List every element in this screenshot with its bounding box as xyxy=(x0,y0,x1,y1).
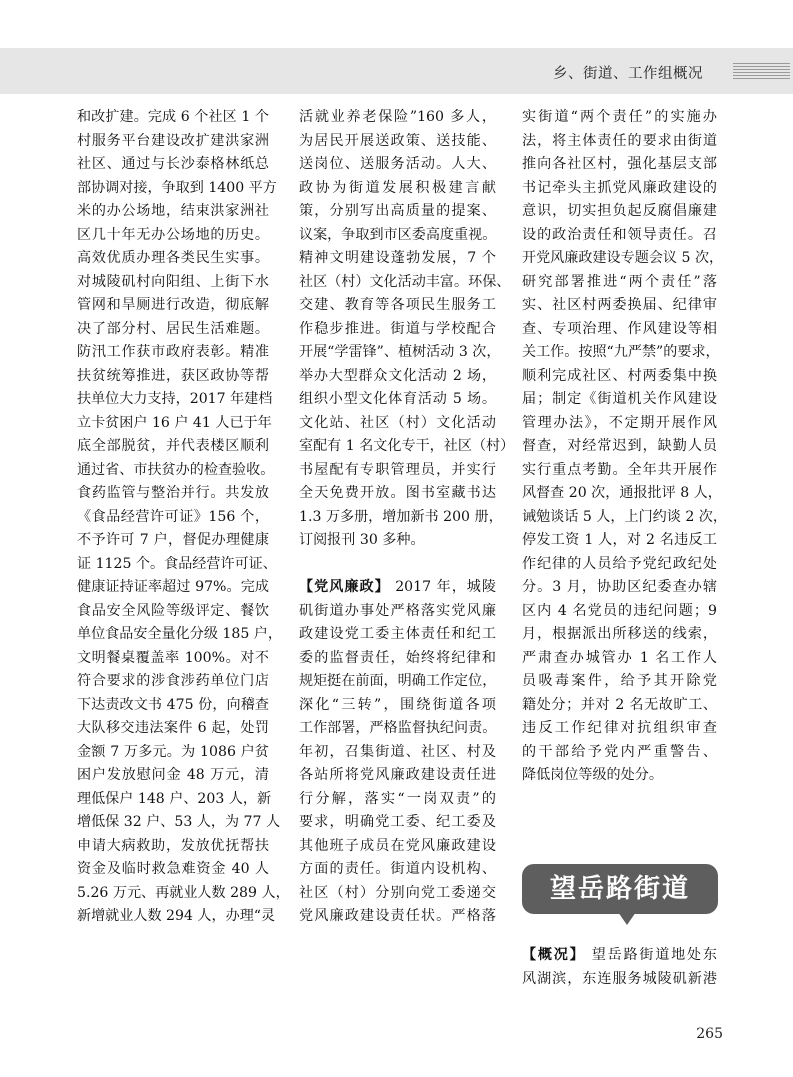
text-line: 举办大型群众文化活动 2 场， xyxy=(299,367,496,384)
text-line: 党风廉政建设责任状。严格落 xyxy=(299,908,496,924)
overview-first-line xyxy=(522,944,717,968)
text-line: 理低保户 148 户、203 人，新 xyxy=(77,790,272,807)
text-line: 为居民开展送政策、送技能、 xyxy=(299,132,496,149)
text-line: 工作部署，严格监督执纪问责。 xyxy=(299,720,497,736)
text-line: 精神文明建设蓬勃发展，7 个 xyxy=(299,250,496,266)
text-line: 村服务平台建设改扩建洪家洲 xyxy=(77,132,269,149)
text-line: 订阅报刊 30 多种。 xyxy=(299,532,425,548)
text-line: 关工作。按照“九严禁”的要求， xyxy=(522,344,720,360)
running-header xyxy=(0,48,793,94)
text-line: 行分解，落实“一岗双责”的 xyxy=(299,790,496,807)
text-line: 申请大病救助，发放优抚帮扶 xyxy=(77,837,269,854)
text-line: 各站所将党风廉政建设责任进 xyxy=(299,767,496,783)
text-line: 《食品经营许可证》156 个， xyxy=(77,508,269,525)
page-number: 265 xyxy=(696,1026,723,1042)
banner-title: 望岳路街道 xyxy=(522,864,718,914)
text-line: 设的政治责任和领导责任。召 xyxy=(522,226,717,243)
text-line: 政建设党工委主体责任和纪工 xyxy=(299,626,496,642)
text-line: 管理办法》，不定期开展作风 xyxy=(522,414,717,431)
text-line: 法，将主体责任的要求由街道 xyxy=(522,132,717,149)
text-line: 食药监管与整治并行。共发放 xyxy=(77,485,269,501)
text-line: 届；制定《街道机关作风建设 xyxy=(522,391,717,407)
text-line: 停发工资 1 人，对 2 名违反工 xyxy=(522,532,717,548)
text-line: 作稳步推进。街道与学校配合 xyxy=(299,320,496,337)
text-line: 降低岗位等级的处分。 xyxy=(522,767,663,783)
text-line: 推向各社区村，强化基层支部 xyxy=(522,156,717,172)
section-banner xyxy=(522,864,718,932)
header-title: 乡、街道、工作组概况 xyxy=(553,66,703,82)
text-line: 规矩挺在前面，明确工作定位， xyxy=(299,673,497,689)
text-line: 社区（村）分别向党工委递交 xyxy=(299,884,496,901)
text-line: 风督查 20 次，通报批评 8 人， xyxy=(522,485,722,501)
text-line: 书屋配有专职管理员，并实行 xyxy=(299,461,496,478)
text-line: 年初，召集街道、社区、村及 xyxy=(299,743,496,760)
text-line: 符合要求的涉食涉药单位门店 xyxy=(77,673,269,689)
text-line: 部协调对接，争取到 1400 平方 xyxy=(77,179,277,196)
text-line: 策，分别写出高质量的提案、 xyxy=(299,203,496,219)
text-line: 要求，明确党工委、纪工委及 xyxy=(299,814,496,830)
text-line: 健康证持证率超过 97%。完成 xyxy=(77,579,269,595)
text-line: 矶街道办事处严格落实党风廉 xyxy=(299,602,496,619)
text-line: 委的监督责任，始终将纪律和 xyxy=(299,649,496,666)
text-line: 5.26 万元、再就业人数 289 人， xyxy=(77,884,290,901)
overview-heading: 【概况】 xyxy=(522,947,586,963)
text-line: 实、社区村两委换届、纪律审 xyxy=(522,297,717,313)
text-line: 的干部给予党内严重警告、 xyxy=(522,743,717,760)
section-heading: 【党风廉政】 xyxy=(299,579,390,595)
text-line: 组织小型文化体育活动 5 场。 xyxy=(299,391,496,407)
text-line: 大队移交违法案件 6 起，处罚 xyxy=(77,720,269,736)
text-column-3-overview xyxy=(522,944,717,991)
text-line: 资金及临时救急难资金 40 人 xyxy=(77,861,269,877)
text-line: 下达责改文书 475 份，向稽查 xyxy=(77,696,269,713)
text-line: 室配有 1 名文化专干，社区（村） xyxy=(299,438,515,454)
text-line: 书记牵头主抓党风廉政建设的 xyxy=(522,179,717,196)
text-line: 防汛工作获市政府表彰。精准 xyxy=(77,344,269,360)
text-line: 文明餐桌覆盖率 100%。对不 xyxy=(77,649,269,666)
text-line: 其他班子成员在党风廉政建设 xyxy=(299,837,496,854)
text-line: 扶单位大力支持，2017 年建档 xyxy=(77,391,273,407)
section-first-text: 2017 年，城陵 xyxy=(389,579,497,595)
text-line: 食品安全风险等级评定、餐饮 xyxy=(77,602,269,619)
text-line: 决了部分村、居民生活难题。 xyxy=(77,320,269,337)
text-line: 研究部署推进“两个责任”落 xyxy=(522,273,717,290)
text-line: 开展“学雷锋”、植树活动 3 次， xyxy=(299,344,501,360)
text-line: 证 1125 个。食品经营许可证、 xyxy=(77,555,277,572)
text-line: 区内 4 名党员的违纪问题；9 xyxy=(522,602,717,619)
text-line: 分。3 月，协助区纪委查办辖 xyxy=(522,579,717,595)
text-line: 文化站、社区（村）文化活动 xyxy=(299,414,496,431)
text-line: 交建、教育等各项民生服务工 xyxy=(299,297,496,313)
text-line: 单位食品安全量化分级 185 户， xyxy=(77,626,282,642)
text-line: 管网和旱厕进行改造，彻底解 xyxy=(77,297,269,313)
text-line: 意识，切实担负起反腐倡廉建 xyxy=(522,203,717,219)
text-line: 督查，对经常迟到，缺勤人员 xyxy=(522,438,717,454)
text-line: 方面的责任。街道内设机构、 xyxy=(299,861,496,877)
text-line: 社区、通过与长沙泰格林纸总 xyxy=(77,156,269,172)
text-line: 作纪律的人员给予党纪政纪处 xyxy=(522,555,717,572)
text-line: 实街道“两个责任”的实施办 xyxy=(522,109,717,125)
section-first-line xyxy=(299,576,496,600)
paragraph-gap xyxy=(299,553,496,577)
text-line: 活就业养老保险”160 多人， xyxy=(299,109,496,125)
text-line: 送岗位、送服务活动。人大、 xyxy=(299,156,496,172)
text-line: 困户发放慰问金 48 万元，清 xyxy=(77,767,269,783)
text-column-2 xyxy=(299,106,515,929)
text-line: 不予许可 7 户，督促办理健康 xyxy=(77,532,269,548)
text-line: 和改扩建。完成 6 个社区 1 个 xyxy=(77,109,269,125)
text-line: 严肃查办城管办 1 名工作人 xyxy=(522,649,717,666)
overview-first-text: 望岳路街道地处东 xyxy=(585,947,718,963)
text-line: 员吸毒案件，给予其开除党 xyxy=(522,673,717,689)
text-line: 籍处分；并对 2 名无故旷工、 xyxy=(522,696,717,713)
text-line: 底全部脱贫，并代表楼区顺利 xyxy=(77,438,269,454)
header-stripes xyxy=(733,63,790,79)
text-line: 全天免费开放。图书室藏书达 xyxy=(299,485,496,501)
text-line: 通过省、市扶贫办的检查验收。 xyxy=(77,461,275,478)
text-line: 月，根据派出所移送的线索， xyxy=(522,626,717,642)
text-line: 实行重点考勤。全年共开展作 xyxy=(522,461,717,478)
text-column-3 xyxy=(522,106,727,788)
text-line: 开党风廉政建设专题会议 5 次， xyxy=(522,250,724,266)
text-line: 新增就业人数 294 人，办理“灵 xyxy=(77,908,276,924)
text-line: 诫勉谈话 5 人，上门约谈 2 次， xyxy=(522,508,727,525)
text-line: 对城陵矶村向阳组、上街下水 xyxy=(77,273,269,290)
text-line: 社区（村）文化活动丰富。环保、 xyxy=(299,273,511,290)
text-line: 米的办公场地，结束洪家洲社 xyxy=(77,203,269,219)
text-line: 查、专项治理、作风建设等相 xyxy=(522,320,717,337)
text-line: 增低保 32 户、53 人，为 77 人 xyxy=(77,814,281,830)
text-line: 金额 7 万多元。为 1086 户贫 xyxy=(77,743,269,760)
text-line: 扶贫统筹推进，获区政协等帮 xyxy=(77,367,269,384)
text-line: 顺利完成社区、村两委集中换 xyxy=(522,367,717,384)
text-line: 深化“三转”，围绕街道各项 xyxy=(299,696,496,713)
text-line: 区几十年无办公场地的历史。 xyxy=(77,226,269,243)
text-line: 政协为街道发展积极建言献 xyxy=(299,179,496,196)
text-line: 议案，争取到市区委高度重视。 xyxy=(299,226,497,243)
text-line: 1.3 万多册，增加新书 200 册， xyxy=(299,508,503,525)
banner-pointer xyxy=(618,912,636,925)
text-line: 高效优质办理各类民生实事。 xyxy=(77,250,269,266)
text-line: 风湖滨，东连服务城陵矶新港 xyxy=(522,970,717,987)
text-line: 立卡贫困户 16 户 41 人已于年 xyxy=(77,414,272,431)
text-line: 违反工作纪律对抗组织审查 xyxy=(522,720,717,736)
text-column-1 xyxy=(77,106,290,929)
